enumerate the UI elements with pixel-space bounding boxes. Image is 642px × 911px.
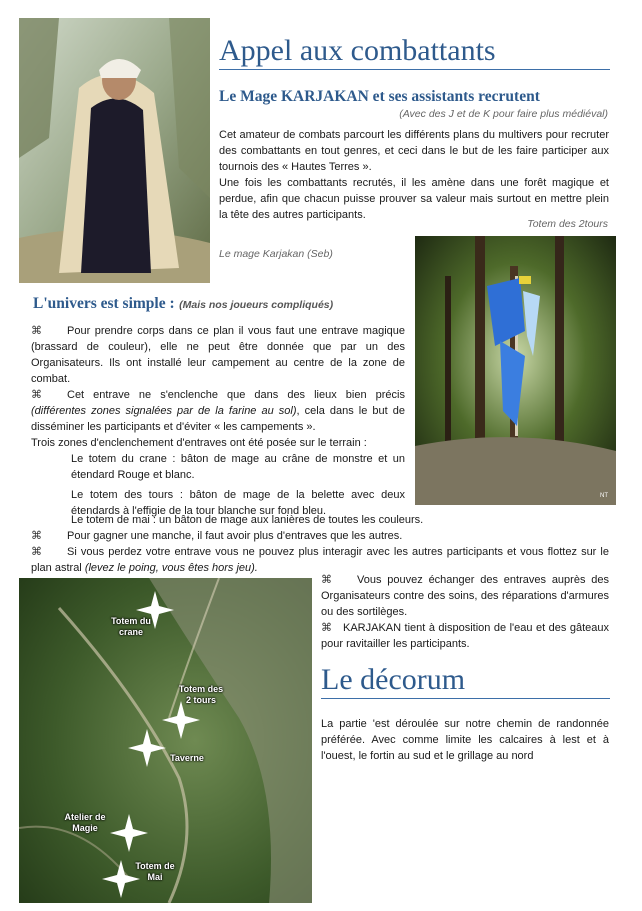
map-label-atelier: Atelier de Magie	[64, 812, 106, 833]
bullet-icon: ⌘	[31, 530, 42, 542]
bullet-item: ⌘ Vous pouvez échanger des entraves auprès des Organisateurs contre des soins, des réparations d'armures ou des sortilèges.	[321, 574, 609, 618]
aerial-map	[19, 578, 312, 903]
bullet-icon: ⌘	[31, 389, 42, 401]
intro-paragraph-2: Une fois les combattants recrutés, il les amène dans une forêt magique et perdue, afin que chacun puisse prouver sa valeur mais surtout en mettre plein la tête des autres participants.	[219, 177, 609, 221]
univers-text-wide	[31, 512, 609, 576]
bullet-icon: ⌘	[31, 325, 42, 337]
right-bullets	[321, 572, 609, 652]
zone-tours: Le totem des tours : bâton de mage de la belette avec deux étendards à l'effigie de la tour blanche sur fond bleu.	[71, 489, 405, 517]
totem-caption: Totem des 2tours	[527, 218, 608, 230]
decorum-text: La partie 'est déroulée sur notre chemin de randonnée préférée. Avec comme limite les calcaires à lest et à l'ouest, le fortin au sud et le grillage au nord	[321, 718, 609, 762]
page-title: Appel aux combattants	[219, 34, 496, 67]
zone-mai: Le totem de mai : un bâton de mage aux lanières de toutes les couleurs.	[71, 514, 424, 526]
decorum-heading: Le décorum	[321, 663, 466, 696]
univers-text	[31, 323, 405, 523]
univers-heading-row	[33, 295, 413, 313]
zone-crane: Le totem du crane : bâton de mage au crâne de monstre et un étendard Rouge et blanc.	[71, 453, 405, 481]
mage-caption: Le mage Karjakan (Seb)	[219, 248, 333, 260]
bullet-item: ⌘ Pour prendre corps dans ce plan il vous faut une entrave magique (brassard de couleur), elle ne peut être donnée que par un des Organisateurs. Ils ont installé leur campement au centre de la zone de combat.	[31, 325, 405, 385]
zones-intro: Trois zones d'enclenchement d'entraves ont été posée sur le terrain :	[31, 437, 367, 449]
univers-heading: L'univers est simple :	[33, 295, 175, 312]
intro-paragraph-1: Cet amateur de combats parcourt les différents plans du multivers pour recruter des combattants en tout genres, et ceci dans le but de les faire participer aux tournois des « Hautes Terres ».	[219, 129, 609, 173]
map-label-crane: Totem du crane	[111, 616, 151, 637]
bullet-item: ⌘ Cet entrave ne s'enclenche que dans des lieux bien précis (différentes zones signalées par de la farine au sol), cela dans le but de disséminer les participants et d'éviter « les campements ».	[31, 389, 405, 433]
bullet-icon: ⌘	[321, 574, 332, 586]
bullet-icon: ⌘	[31, 546, 42, 558]
bullet-item: ⌘ KARJAKAN tient à disposition de l'eau et des gâteaux pour ravitailler les participants.	[321, 622, 609, 650]
map-label-tours: Totem des 2 tours	[178, 684, 224, 705]
intro-text	[219, 127, 609, 223]
decorum-rule	[321, 698, 610, 699]
subtitle-note: (Avec des J et de K pour faire plus médiéval)	[399, 108, 608, 120]
bullet-item: ⌘ Pour gagner une manche, il faut avoir plus d'entraves que les autres.	[31, 530, 403, 542]
totem-photo	[415, 236, 616, 505]
bullet-item: ⌘ Si vous perdez votre entrave vous ne pouvez plus interagir avec les autres participants et vous flottez sur le plan astral (levez le poing, vous êtes hors jeu).	[31, 546, 609, 574]
recruit-subtitle: Le Mage KARJAKAN et ses assistants recrutent	[219, 88, 540, 105]
univers-heading-note: (Mais nos joueurs compliqués)	[179, 299, 334, 311]
title-rule	[219, 69, 610, 70]
photo-watermark: NT	[600, 493, 608, 499]
mage-photo	[19, 18, 210, 283]
map-label-mai: Totem de Mai	[135, 861, 175, 882]
bullet-icon: ⌘	[321, 622, 332, 634]
map-label-taverne: Taverne	[170, 753, 204, 763]
